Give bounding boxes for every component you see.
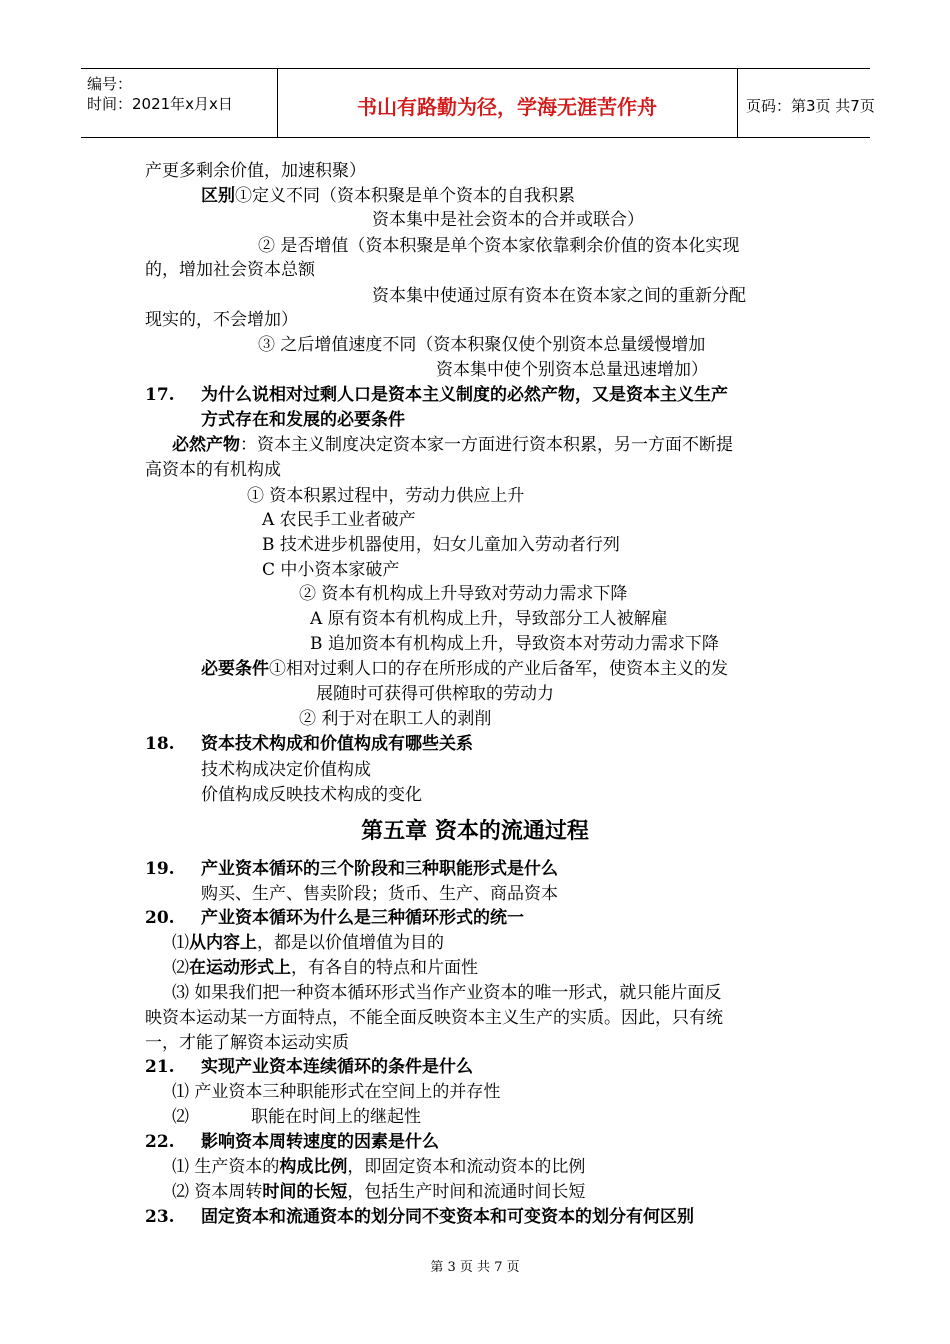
text-line: 展随时可获得可供榨取的劳动力 [316, 684, 554, 704]
text-line: 必然产物：资本主义制度决定资本家一方面进行资本积累，另一方面不断提 [172, 435, 733, 455]
text-line: ③ 之后增值速度不同（资本积聚仅使个别资本总量缓慢增加 [258, 335, 706, 355]
text-line: 技术构成决定价值构成 [201, 760, 371, 780]
text-line: 购买、生产、售卖阶段；货币、生产、商品资本 [201, 884, 558, 904]
question-title: 实现产业资本连续循环的条件是什么 [201, 1057, 473, 1077]
difference-label: 区别 [201, 186, 235, 206]
text-line: ⑵在运动形式上，有各自的特点和片面性 [172, 958, 478, 978]
text-line: ① 资本积累过程中，劳动力供应上升 [247, 486, 525, 506]
text-line: 高资本的有机构成 [145, 460, 281, 480]
text-line: 一，才能了解资本运动实质 [145, 1033, 349, 1053]
header-motto: 书山有路勤为径，学海无涯苦作舟 [357, 95, 657, 119]
doc-number-label: 编号： [87, 75, 133, 93]
text-line: 区别①定义不同（资本积聚是单个资本的自我积累 [201, 186, 575, 206]
text-line: 的，增加社会资本总额 [145, 260, 315, 280]
text-line: ⑵ 职能在时间上的继起性 [172, 1107, 421, 1127]
page-footer: 第 3 页 共 7 页 [430, 1260, 520, 1275]
text-line: 现实的，不会增加） [145, 310, 298, 330]
header-page-cell [738, 69, 875, 137]
header-motto-cell [277, 69, 738, 137]
text-line: ⑶ 如果我们把一种资本循环形式当作产业资本的唯一形式，就只能片面反 [172, 983, 722, 1003]
doc-time-label: 时间：2021年x月x日 [87, 95, 233, 113]
text-line: 资本集中是社会资本的合并或联合） [372, 210, 644, 230]
text-line: ⑵ 资本周转时间的长短，包括生产时间和流通时间长短 [172, 1182, 586, 1202]
header-meta-cell [81, 69, 278, 137]
text-line: 必要条件①相对过剩人口的存在所形成的产业后备军，使资本主义的发 [201, 659, 728, 679]
question-number: 18. [145, 734, 175, 754]
question-title: 为什么说相对过剩人口是资本主义制度的必然产物，又是资本主义生产 [201, 385, 728, 405]
question-title: 固定资本和流通资本的划分同不变资本和可变资本的划分有何区别 [201, 1207, 694, 1227]
text-line: B 追加资本有机构成上升，导致资本对劳动力需求下降 [310, 634, 719, 654]
question-number: 23. [145, 1207, 175, 1227]
text-line: ⑴ 生产资本的构成比例，即固定资本和流动资本的比例 [172, 1157, 586, 1177]
text-line: ② 资本有机构成上升导致对劳动力需求下降 [299, 584, 628, 604]
text-line: A 原有资本有机构成上升，导致部分工人被解雇 [310, 609, 668, 629]
text-line: ⑴从内容上，都是以价值增值为目的 [172, 933, 444, 953]
text-line: 资本集中使通过原有资本在资本家之间的重新分配 [372, 286, 746, 306]
text-line: 资本集中使个别资本总量迅速增加） [436, 360, 708, 380]
text-line: ② 利于对在职工人的剥削 [299, 709, 492, 729]
question-number: 20. [145, 908, 175, 928]
question-number: 22. [145, 1132, 175, 1152]
question-title: 资本技术构成和价值构成有哪些关系 [201, 734, 473, 754]
question-title: 产业资本循环为什么是三种循环形式的统一 [201, 908, 524, 928]
text-line: 价值构成反映技术构成的变化 [201, 785, 422, 805]
question-number: 21. [145, 1057, 175, 1077]
text-line: C 中小资本家破产 [262, 560, 400, 580]
text-line: A 农民手工业者破产 [262, 510, 416, 530]
chapter-heading: 第五章 资本的流通过程 [361, 819, 589, 844]
text-line: B 技术进步机器使用，妇女儿童加入劳动者行列 [262, 535, 620, 555]
question-title: 影响资本周转速度的因素是什么 [201, 1132, 439, 1152]
text-line: ⑴ 产业资本三种职能形式在空间上的并存性 [172, 1082, 501, 1102]
question-title: 产业资本循环的三个阶段和三种职能形式是什么 [201, 859, 558, 879]
text-line: 产更多剩余价值，加速积聚） [145, 161, 366, 181]
question-number: 17. [145, 385, 175, 405]
text-line: 映资本运动某一方面特点，不能全面反映资本主义生产的实质。因此，只有统 [145, 1008, 723, 1028]
page-header [81, 68, 875, 138]
question-title: 方式存在和发展的必要条件 [201, 410, 405, 430]
header-page-label: 页码：第3页 共7页 [746, 97, 875, 115]
question-number: 19. [145, 859, 175, 879]
text-line: ② 是否增值（资本积聚是单个资本家依靠剩余价值的资本化实现 [258, 236, 740, 256]
